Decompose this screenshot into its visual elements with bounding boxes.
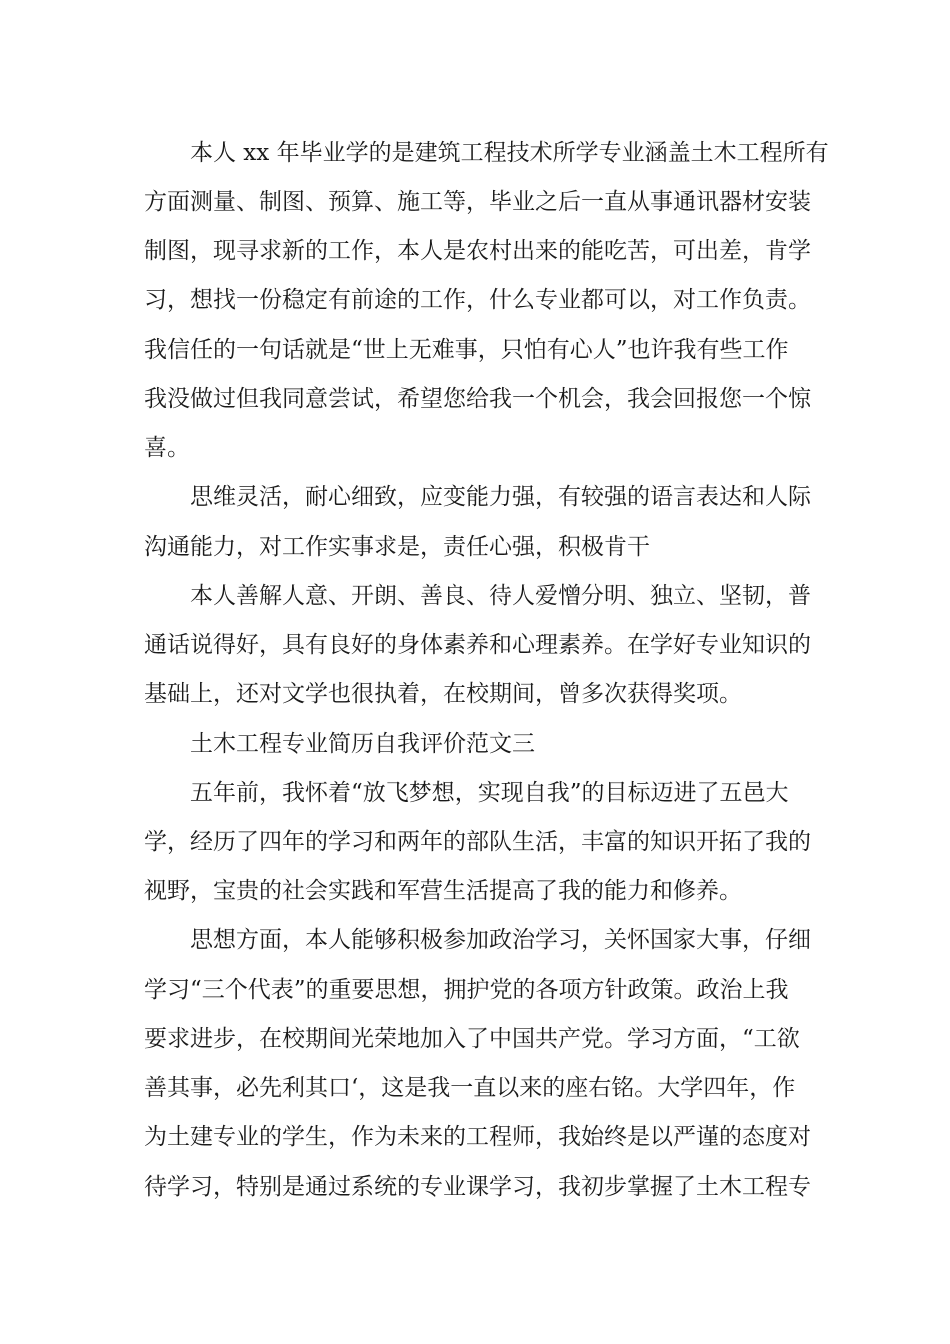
text-line: 沟通能力，对工作实事求是，责任心强，积极肯干 — [144, 534, 650, 560]
text-line: 学，经历了四年的学习和两年的部队生活，丰富的知识开拓了我的 — [144, 829, 811, 855]
text-line: 制图，现寻求新的工作，本人是农村出来的能吃苦，可出差，肯学 — [144, 238, 811, 264]
text-line: 学习“三个代表”的重要思想，拥护党的各项方针政策。政治上我 — [144, 977, 789, 1003]
text-line: 为土建专业的学生，作为未来的工程师，我始终是以严谨的态度对 — [144, 1124, 811, 1150]
text-line: 待学习，特别是通过系统的专业课学习，我初步掌握了土木工程专 — [144, 1174, 811, 1200]
text-line: 善其事，必先利其口‘，这是我一直以来的座右铭。大学四年，作 — [144, 1075, 796, 1101]
text-line: 本人 xx 年毕业学的是建筑工程技术所学专业涵盖土木工程所有 — [190, 140, 829, 166]
section-heading: 土木工程专业简历自我评价范文三 — [190, 731, 535, 757]
text-line: 方面测量、制图、预算、施工等，毕业之后一直从事通讯器材安装 — [144, 189, 811, 215]
text-line: 基础上，还对文学也很执着，在校期间，曾多次获得奖项。 — [144, 681, 742, 707]
text-line: 喜。 — [144, 435, 190, 461]
text-line: 思想方面，本人能够积极参加政治学习，关怀国家大事，仔细 — [190, 927, 811, 953]
text-line: 我没做过但我同意尝试，希望您给我一个机会，我会回报您一个惊 — [144, 386, 811, 412]
text-line: 思维灵活，耐心细致，应变能力强，有较强的语言表达和人际 — [190, 484, 811, 510]
text-line: 习，想找一份稳定有前途的工作，什么专业都可以，对工作负责。 — [144, 287, 811, 313]
text-line: 要求进步，在校期间光荣地加入了中国共产党。学习方面，“工欲 — [144, 1026, 800, 1052]
text-line: 我信任的一句话就是“世上无难事，只怕有心人”也许我有些工作 — [144, 337, 789, 363]
text-line: 通话说得好，具有良好的身体素养和心理素养。在学好专业知识的 — [144, 632, 811, 658]
text-line: 五年前，我怀着“放飞梦想，实现自我”的目标迈进了五邑大 — [190, 780, 789, 806]
text-line: 视野，宝贵的社会实践和军营生活提高了我的能力和修养。 — [144, 878, 742, 904]
text-line: 本人善解人意、开朗、善良、待人爱憎分明、独立、坚韧，普 — [190, 583, 811, 609]
